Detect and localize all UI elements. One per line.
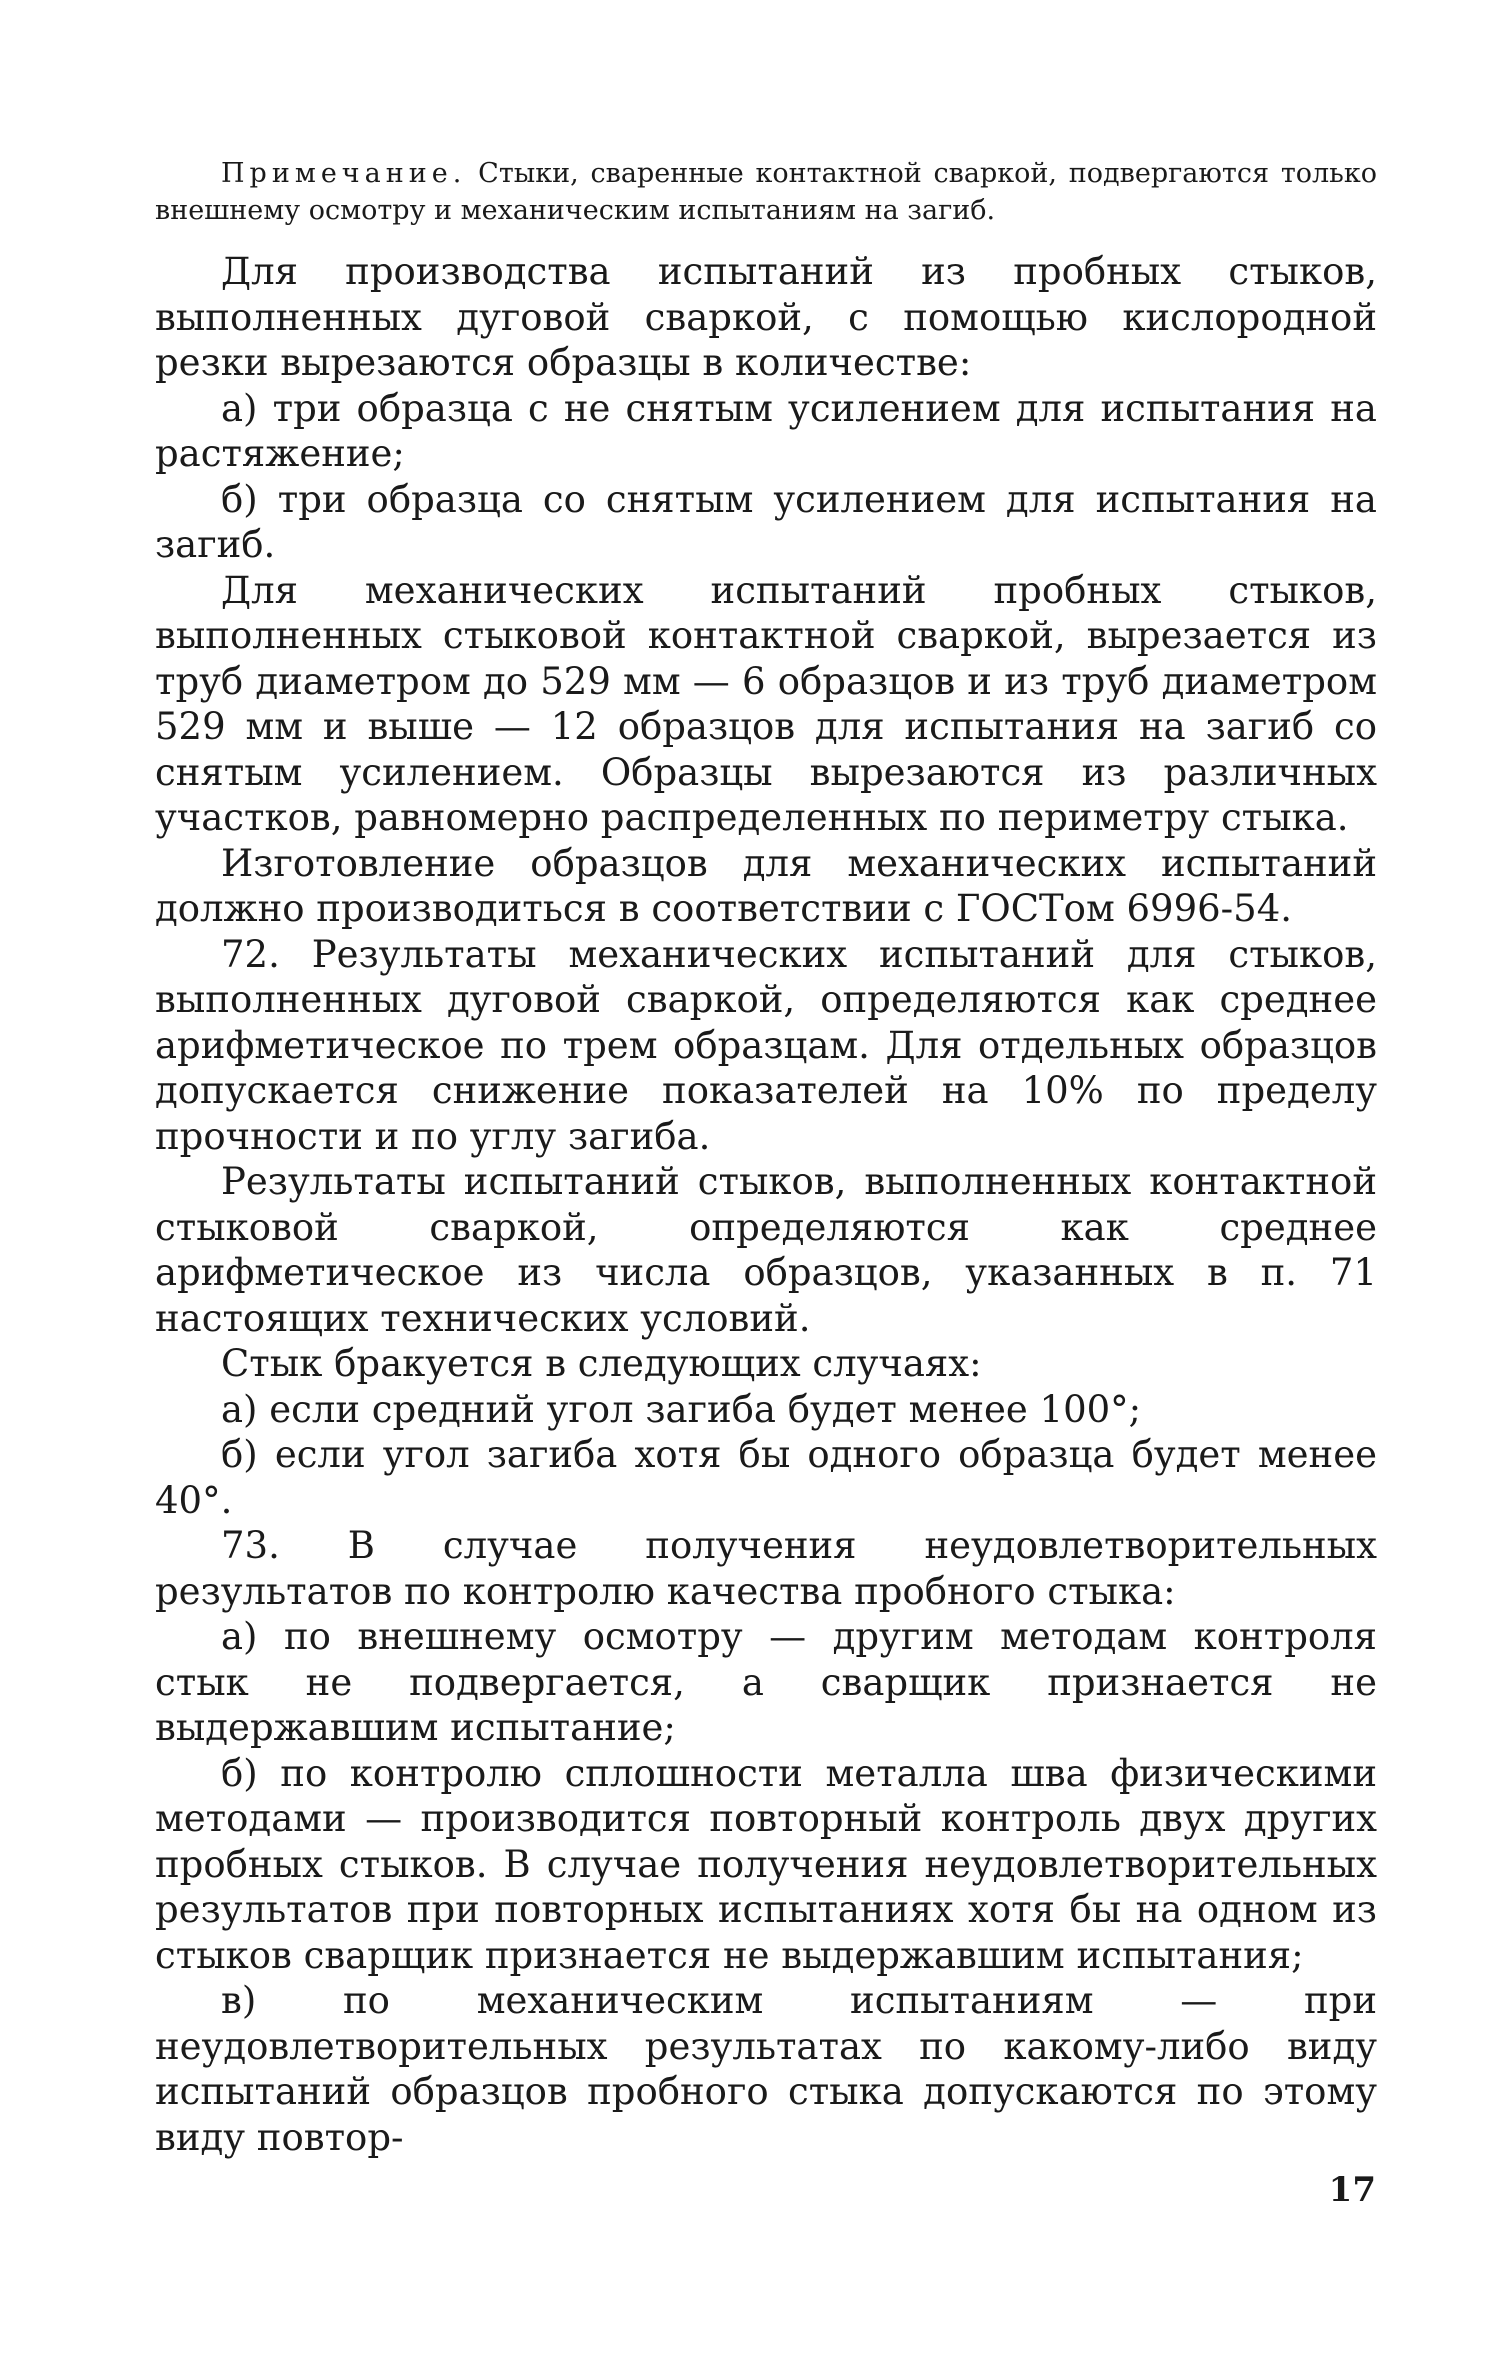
paragraph-item-c-mechanical: в) по механическим испытаниям — при неудовлетворительных результатах по какому-либо виду испытаний образцов пробного стыка допускаются по этому виду повтор- <box>155 1979 1377 2159</box>
paragraph-rejection-intro: Стык бракуется в следующих случаях: <box>221 1342 982 1385</box>
note-text: Стыки, сваренные контактной сваркой, подвергаются только внешнему осмотру и механическим испытаниям на загиб. <box>155 158 1377 226</box>
paragraph-contact-welding-samples: Для механических испытаний пробных стыков, выполненных стыковой контактной сваркой, вырезается из труб диаметром до 529 мм — 6 образцов и из труб диаметром 529 мм и выше — 12 образцов для испытания на загиб со снятым усилением. Образцы вырезаются из различных участков, равномерно распределенных по периметру стыка. <box>155 568 1377 839</box>
paragraph-rejection-b: б) если угол загиба хотя бы одного образца будет менее 40°. <box>155 1433 1377 1522</box>
page-number: 17 <box>1328 2170 1376 2210</box>
document-page <box>155 155 1377 2160</box>
paragraph-section-73: 73. В случае получения неудовлетворительных результатов по контролю качества пробного стыка: <box>155 1524 1377 1613</box>
paragraph-sample-cutting: Для производства испытаний из пробных стыков, выполненных дуговой сваркой, с помощью кислородной резки вырезаются образцы в количестве: <box>155 250 1377 384</box>
paragraph-contact-results: Результаты испытаний стыков, выполненных контактной стыковой сваркой, определяются как среднее арифметическое из числа образцов, указанных в п. 71 настоящих технических условий. <box>155 1160 1377 1340</box>
paragraph-section-72: 72. Результаты механических испытаний для стыков, выполненных дуговой сваркой, определяются как среднее арифметическое по трем образцам. Для отдельных образцов допускается снижение показателей на 10% по пределу прочности и по углу загиба. <box>155 932 1377 1158</box>
paragraph-gost-reference: Изготовление образцов для механических испытаний должно производиться в соответствии с ГОСТом 6996-54. <box>155 841 1377 930</box>
paragraph-rejection-a: а) если средний угол загиба будет менее 100°; <box>221 1387 1142 1431</box>
note-paragraph <box>155 155 1377 229</box>
paragraph-item-a-tension: а) три образца с не снятым усилением для испытания на растяжение; <box>155 386 1377 475</box>
paragraph-item-b-bend: б) три образца со снятым усилением для испытания на загиб. <box>155 477 1377 566</box>
note-label: Примечание. <box>221 158 467 189</box>
paragraph-item-a-visual: а) по внешнему осмотру — другим методам контроля стык не подвергается, а сварщик признается не выдержавшим испытание; <box>155 1615 1377 1749</box>
paragraph-item-b-continuity: б) по контролю сплошности металла шва физическими методами — производится повторный контроль двух других пробных стыков. В случае получения неудовлетворительных результатов при повторных испытаниях хотя бы на одном из стыков сварщик признается не выдержавшим испытания; <box>155 1751 1377 1977</box>
